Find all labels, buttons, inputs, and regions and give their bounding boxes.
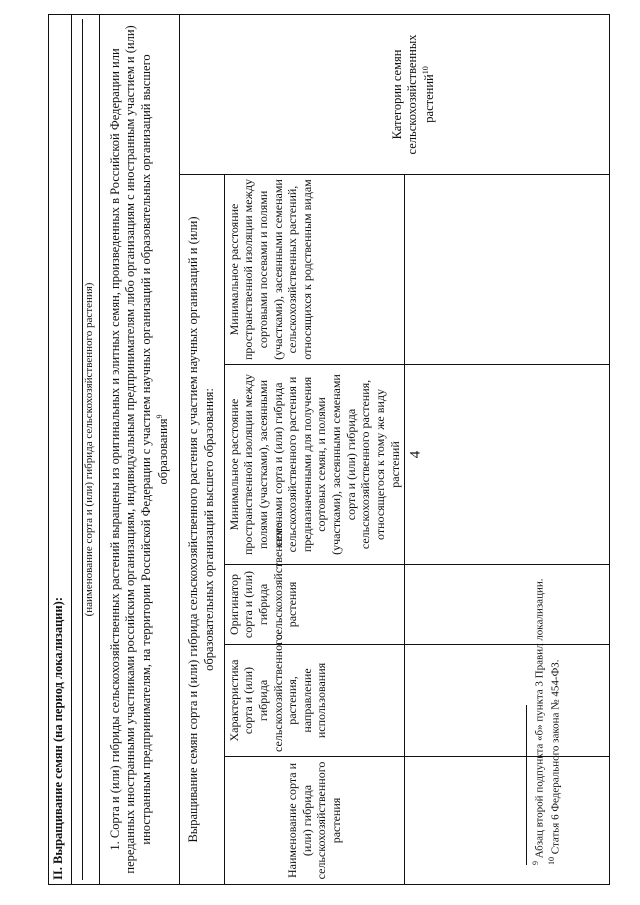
growing-header: Выращивание семян сорта и (или) гибрида сельскохозяйственного растения с участием научных организаций и (или) образовательных организаций высшего образования: (180, 175, 224, 885)
table-cell-empty (405, 565, 610, 645)
table-cell-empty (405, 645, 610, 757)
footnote-ref-10: 10 (421, 66, 431, 75)
variety-name-field (72, 14, 100, 884)
column-header-originator: Оригинатор сорта и (или) гибрида сельскохозяйственного растения (224, 565, 405, 645)
footnote-10: $^{10}$ Статья 6 Федерального закона № 454-ФЗ. (546, 659, 562, 865)
rotated-page-content (48, 15, 578, 885)
column-header-variety-name: Наименование сорта и (или) гибрида сельскохозяйственного растения (224, 757, 405, 885)
table-cell-empty (405, 365, 610, 565)
column-header-characteristics: Характеристика сорта и (или) гибрида сельскохозяйственного растения, направление использования (224, 645, 405, 757)
paragraph-1 (99, 14, 180, 884)
footnotes (526, 365, 562, 865)
page-number: 4 (407, 450, 424, 459)
categories-header (180, 14, 610, 174)
categories-header-text: Категории семян сельскохозяйственных растений (389, 34, 437, 155)
paragraph-1-text: 1. Сорта и (или) гибриды сельскохозяйственных растений выращены из оригинальных и элитных семян, произведенных в Российской Федерации или переданных иностранными участниками российским организациям, индивидуальным предпринимателям либо организациям с иностранным участием и (или) иностранным предпринимателям, на территории Российской Федерации с участием научных организаций и образовательных организаций высшего образования (107, 25, 170, 874)
footnote-9: $^9$ Абзац второй подпункта «б» пункта 3 Правил локализации. (531, 578, 546, 865)
column-header-isolation-same-species: Минимальное расстояние пространственной изоляции между полями (участками), засеянными семенами сорта и (или) гибрида сельскохозяйственного растения и предназначенными для получения сортовых семян, и полями (участками), засеянными семенами сорта и (или) гибрида сельскохозяйственного растения, относящегося к тому же виду растений (224, 365, 405, 565)
section-title: II. Выращивание семян (на период локализации): (49, 14, 72, 884)
variety-name-caption: (наименование сорта и (или) гибрида сельскохозяйственного растения) (83, 282, 95, 617)
column-header-isolation-related-species: Минимальное расстояние пространственной изоляции между сортовыми посевами и полями (участками), засеянными семенами сельскохозяйственных растений, относящихся к родственным видам (224, 175, 405, 365)
table-cell-empty (405, 175, 610, 365)
table-cell-empty (405, 757, 610, 885)
footnote-ref-9: 9 (154, 414, 164, 419)
